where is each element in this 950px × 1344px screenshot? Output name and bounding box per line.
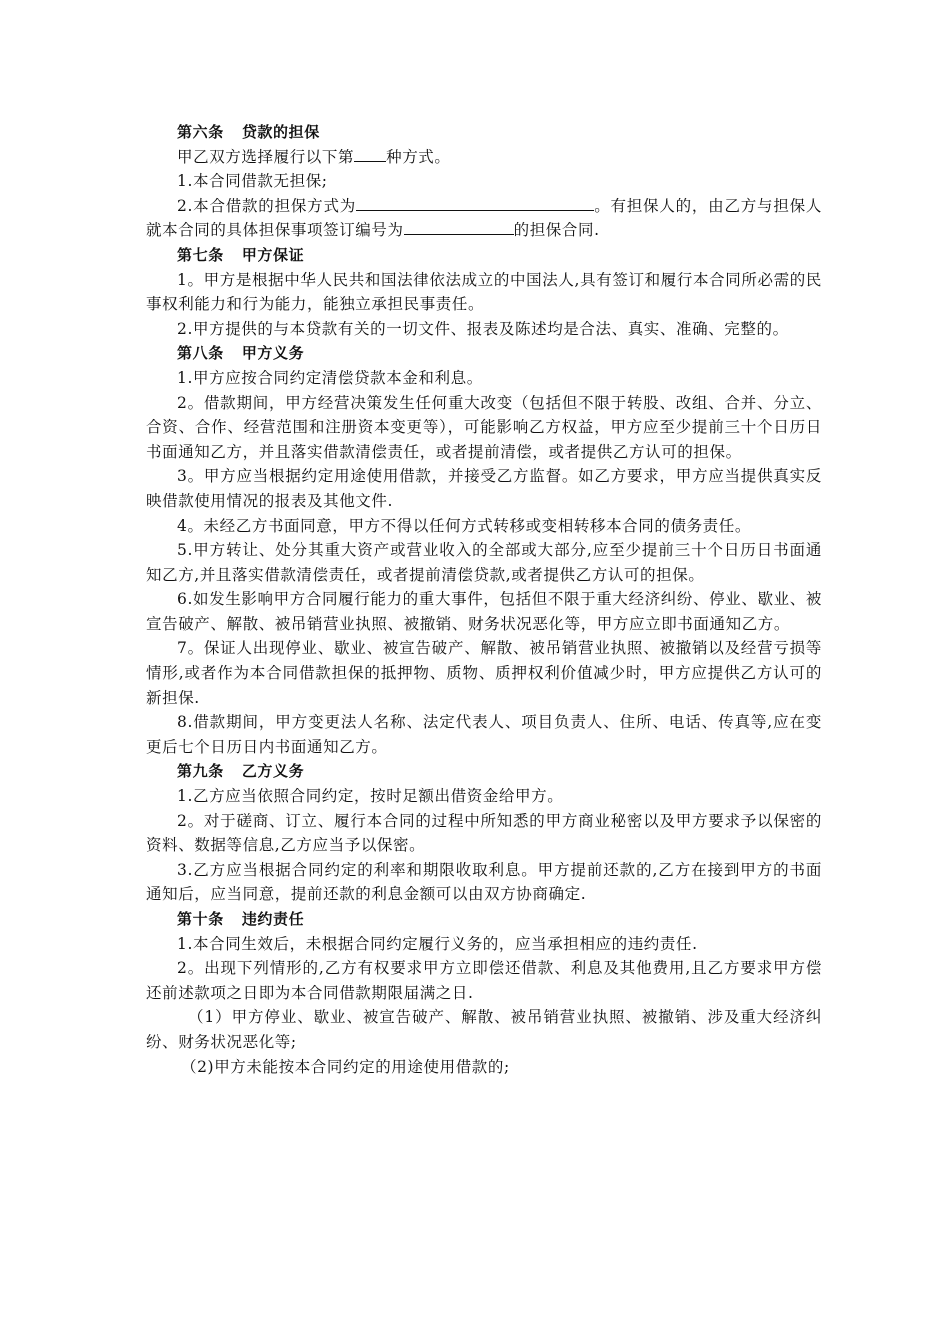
paragraph: 3。甲方应当根据约定用途使用借款，并接受乙方监督。如乙方要求，甲方应当提供真实反映借款使用情况的报表及其他文件. (146, 467, 822, 510)
paragraph: 2.甲方提供的与本贷款有关的一切文件、报表及陈述均是合法、真实、准确、完整的。 (177, 319, 789, 338)
paragraph: 1.本合同借款无担保; (177, 172, 328, 191)
paragraph: 6.如发生影响甲方合同履行能力的重大事件，包括但不限于重大经济纠纷、停业、歇业、被宣告破产、解散、被吊销营业执照、被撤销、财务状况恶化等，甲方应立即书面通知乙方。 (146, 590, 822, 633)
article-heading (146, 759, 822, 784)
article-number: 第六条 (177, 123, 224, 141)
fill-blank (404, 220, 514, 235)
list-item: （2)甲方未能按本合同约定的用途使用借款的; (181, 1057, 510, 1076)
paragraph: 1。甲方是根据中华人民共和国法律依法成立的中国法人,具有签订和履行本合同所必需的民事权利能力和行为能力，能独立承担民事责任。 (146, 270, 822, 314)
article-heading (146, 907, 822, 932)
paragraph: 2。对于磋商、订立、履行本合同的过程中所知悉的甲方商业秘密以及甲方要求予以保密的资料、数据等信息,乙方应当予以保密。 (146, 811, 822, 855)
paragraph: 7。保证人出现停业、歇业、被宣告破产、解散、被吊销营业执照、被撤销以及经营亏损等情形,或者作为本合同借款担保的抵押物、质物、质押权利价值减少时，甲方应提供乙方认可的新担保. (146, 639, 822, 707)
paragraph-text: 甲乙双方选择履行以下第 (177, 147, 355, 166)
paragraph-text: 种方式。 (386, 147, 451, 166)
paragraph: 1.甲方应按合同约定清偿贷款本金和利息。 (177, 368, 483, 387)
paragraph: 1.乙方应当依照合同约定，按时足额出借资金给甲方。 (177, 787, 564, 806)
paragraph-text: 。有担保人的，由乙方与担保人就本合同的具体担保事项签订编号为 (146, 196, 822, 240)
paragraph: 8.借款期间，甲方变更法人名称、法定代表人、项目负责人、住所、电话、传真等,应在变更后七个日历日内书面通知乙方。 (146, 713, 822, 756)
fill-blank (354, 147, 386, 162)
paragraph: 2。借款期间，甲方经营决策发生任何重大改变（包括但不限于转股、改组、合并、分立、合资、合作、经营范围和注册资本变更等），可能影响乙方权益，甲方应至少提前三十个日历日书面通知乙方，并且落实借款清偿责任，或者提前清偿，或者提供乙方认可的担保。 (146, 393, 822, 461)
article-heading (146, 120, 822, 145)
article-title: 违约责任 (241, 910, 305, 928)
fill-blank (356, 196, 594, 211)
paragraph-text: 的担保合同. (513, 221, 600, 240)
article-number: 第十条 (177, 910, 224, 928)
paragraph (146, 145, 822, 170)
article-title: 甲方义务 (241, 344, 305, 363)
article-number: 第九条 (177, 762, 224, 781)
article-title: 乙方义务 (241, 762, 305, 781)
paragraph: 5.甲方转让、处分其重大资产或营业收入的全部或大部分,应至少提前三十个日历日书面通知乙方,并且落实借款清偿责任，或者提前清偿贷款,或者提供乙方认可的担保。 (146, 541, 822, 584)
article-number: 第八条 (177, 344, 224, 363)
article-heading (146, 243, 822, 268)
article-title: 甲方保证 (241, 245, 305, 264)
article-title: 贷款的担保 (241, 123, 320, 141)
contract-body (146, 120, 822, 1079)
article-heading (146, 341, 822, 366)
paragraph: 3.乙方应当根据合同约定的利率和期限收取利息。甲方提前还款的,乙方在接到甲方的书面通知后，应当同意，提前还款的利息金额可以由双方协商确定. (146, 860, 822, 904)
paragraph (146, 194, 822, 243)
list-item: （1）甲方停业、歇业、被宣告破产、解散、被吊销营业执照、被撤销、涉及重大经济纠纷、财务状况恶化等; (146, 1008, 822, 1051)
paragraph: 2。出现下列情形的,乙方有权要求甲方立即偿还借款、利息及其他费用,且乙方要求甲方偿还前述款项之日即为本合同借款期限届满之日. (146, 959, 822, 1002)
article-number: 第七条 (177, 245, 224, 264)
paragraph: 1.本合同生效后，未根据合同约定履行义务的，应当承担相应的违约责任. (177, 934, 698, 953)
paragraph: 4。未经乙方书面同意，甲方不得以任何方式转移或变相转移本合同的债务责任。 (177, 516, 751, 535)
paragraph-text: 2.本合借款的担保方式为 (177, 196, 357, 215)
